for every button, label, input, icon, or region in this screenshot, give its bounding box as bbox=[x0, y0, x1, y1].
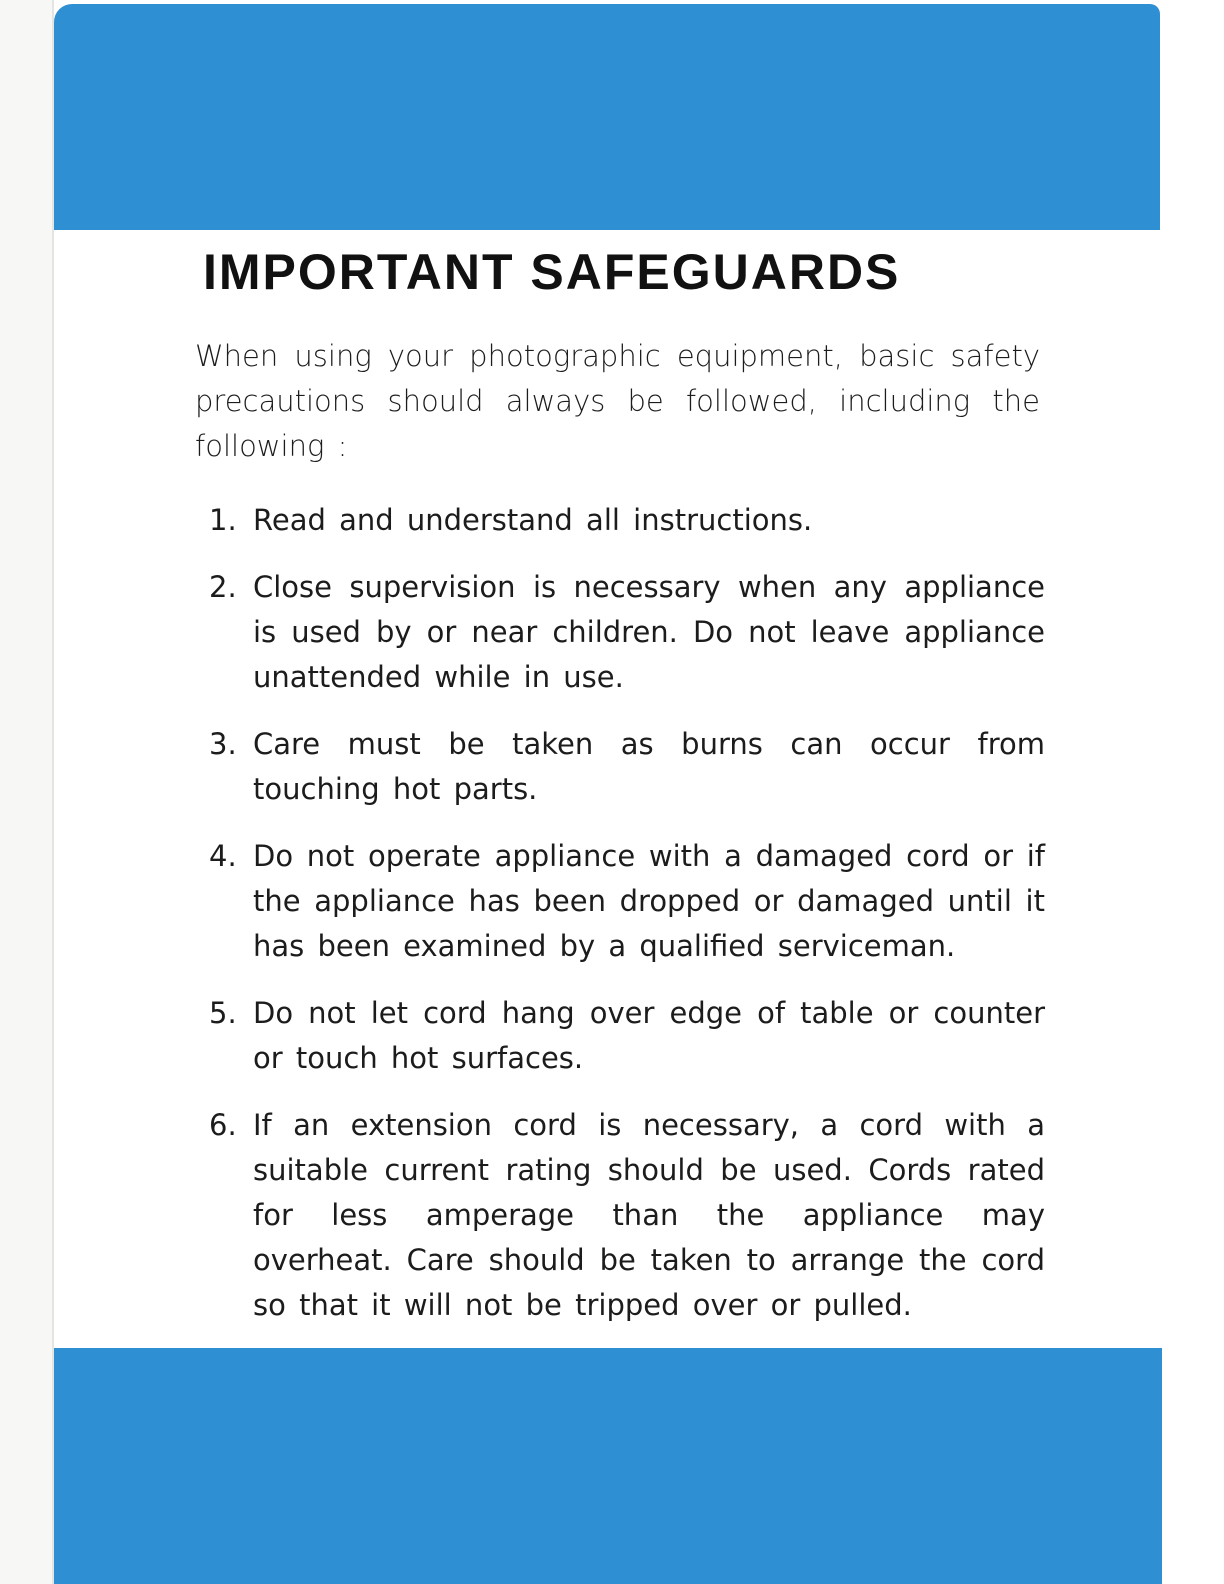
list-item-text: Do not operate appliance with a damaged cord or if the appliance has been dropped or damaged until it has been examined by a qualified serviceman. bbox=[253, 839, 1045, 963]
safeguards-content bbox=[195, 240, 1045, 1350]
list-item-text: Read and understand all instructions. bbox=[253, 503, 813, 537]
safeguards-list bbox=[195, 498, 1045, 1328]
page-title: IMPORTANT SAFEGUARDS bbox=[203, 244, 901, 300]
list-item-number: 1. bbox=[209, 503, 237, 537]
bottom-blue-band bbox=[54, 1348, 1162, 1584]
list-item-number: 2. bbox=[209, 570, 237, 604]
intro-paragraph: When using your photographic equipment, basic safety precautions should always be followed, including the following : bbox=[195, 339, 1040, 463]
list-item-number: 4. bbox=[209, 839, 237, 873]
top-blue-band bbox=[54, 4, 1160, 230]
list-item bbox=[195, 498, 1045, 543]
list-item-text: Care must be taken as burns can occur from touching hot parts. bbox=[253, 727, 1045, 806]
list-item-number: 3. bbox=[209, 727, 237, 761]
list-item-number: 6. bbox=[209, 1108, 237, 1142]
list-item-text: Close supervision is necessary when any appliance is used by or near children. Do not leave appliance unattended while in use. bbox=[253, 570, 1045, 694]
list-item bbox=[195, 1103, 1045, 1328]
list-item bbox=[195, 991, 1045, 1081]
list-item bbox=[195, 834, 1045, 969]
list-item bbox=[195, 565, 1045, 700]
page-binding-edge bbox=[0, 0, 54, 1584]
list-item bbox=[195, 722, 1045, 812]
list-item-number: 5. bbox=[209, 996, 237, 1030]
list-item-text: If an extension cord is necessary, a cord with a suitable current rating should be used. Cords rated for less amperage than the appliance may overheat. Care should be taken to arrange the cord so that it will not be tripped over or pulled. bbox=[253, 1108, 1045, 1322]
list-item-text: Do not let cord hang over edge of table or counter or touch hot surfaces. bbox=[253, 996, 1045, 1075]
